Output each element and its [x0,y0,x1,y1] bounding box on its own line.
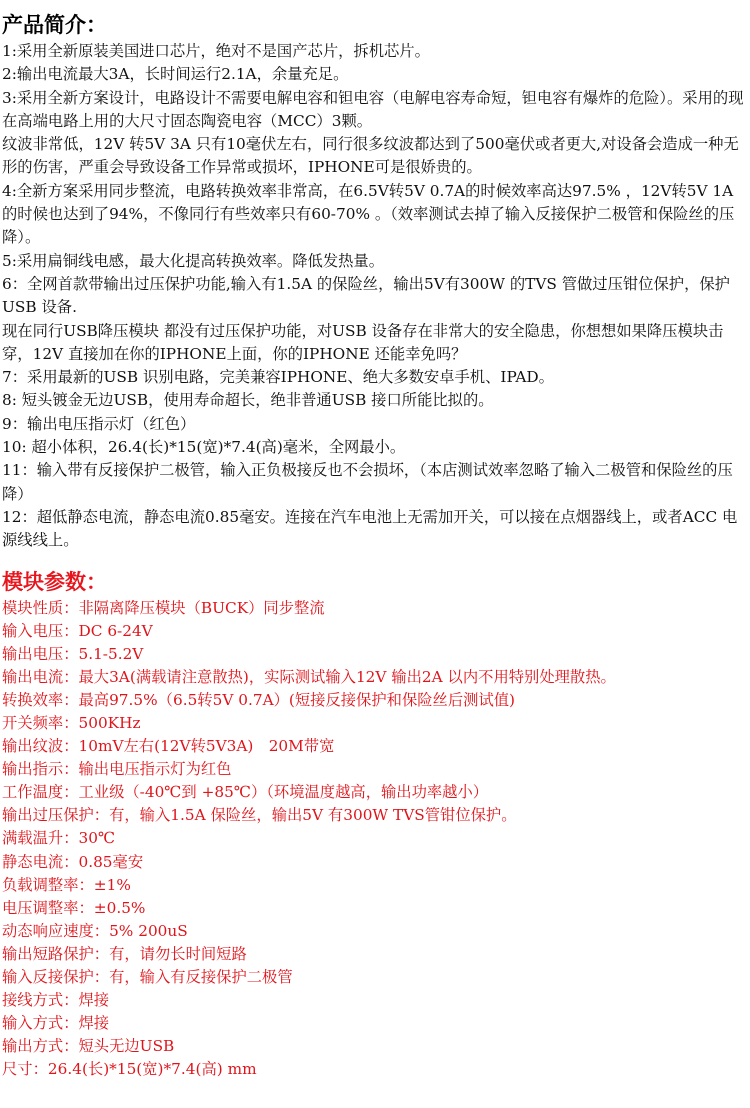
param-row: 输出电压：5.1-5.2V [2,644,144,663]
param-row: 模块性质：非隔离降压模块（BUCK）同步整流 [2,598,325,617]
param-row: 工作温度：工业级（-40℃到 +85℃）（环境温度越高，输出功率越小） [2,783,489,802]
intro-item: 12：超低静态电流，静态电流0.85毫安。连接在汽车电池上无需加开关，可以接在点烟器线上，或者ACC 电源线线上。 [2,507,738,550]
param-row: 输出过压保护：有，输入1.5A 保险丝，输出5V 有300W TVS管钳位保护。 [2,806,517,825]
param-row: 输入反接保护：有，输入有反接保护二极管 [2,968,293,987]
param-row: 输入方式：焊接 [2,1014,110,1033]
intro-item: 现在同行USB降压模块 都没有过压保护功能，对USB 设备存在非常大的安全隐患，你想想如果降压模块击穿，12V 直接加在你的IPHONE上面，你的IPHONE 还能幸免吗？ [2,321,724,363]
intro-item: 纹波非常低，12V 转5V 3A 只有10毫伏左右，同行很多纹波都达到了500毫伏或者更大,对设备会造成一种无形的伤害，严重会导致设备工作异常或损坏，IPHONE可是很娇贵的。 [2,135,739,177]
intro-item: 5:采用扁铜线电感，最大化提高转换效率。降低发热量。 [2,251,385,270]
intro-item: 8: 短头镀金无边USB，使用寿命超长，绝非普通USB 接口所能比拟的。 [2,391,494,410]
intro-item: 10: 超小体积，26.4(长)*15(宽)*7.4(高)毫米，全网最小。 [2,438,406,457]
intro-item: 4:全新方案采用同步整流，电路转换效率非常高，在6.5V转5V 0.7A的时候效率高达97.5% ，12V转5V 1A 的时候也达到了94%，不像同行有些效率只有60-70% 。（效率测试去掉了输入反接保护二极管和保险丝的压降）。 [2,181,735,247]
param-row: 负载调整率：±1% [2,875,131,894]
param-row: 输出指示：输出电压指示灯为红色 [2,760,232,779]
param-row: 输出短路保护：有，请勿长时间短路 [2,944,247,963]
params-list [2,597,750,1082]
params-section-title: 模块参数： [2,569,107,594]
intro-item: 6：全网首款带输出过压保护功能,输入有1.5A 的保险丝，输出5V有300W 的TVS 管做过压钳位保护，保护USB 设备. [2,274,730,317]
intro-item: 2:输出电流最大3A，长时间运行2.1A，余量充足。 [2,65,349,84]
param-row: 转换效率：最高97.5%（6.5转5V 0.7A）(短接反接保护和保险丝后测试值) [2,690,515,709]
intro-section-body [2,40,746,553]
param-row: 满载温升：30℃ [2,829,116,848]
param-row: 开关频率：500KHz [2,714,141,732]
param-row: 尺寸：26.4(长)*15(宽)*7.4(高) mm [2,1060,257,1079]
intro-item: 7：采用最新的USB 识别电路，完美兼容IPHONE、绝大多数安卓手机、IPAD。 [2,368,554,387]
intro-item: 1:采用全新原装美国进口芯片，绝对不是国产芯片，拆机芯片。 [2,42,430,60]
intro-item: 11：输入带有反接保护二极管，输入正负极接反也不会损坏，（本店测试效率忽略了输入二极管和保险丝的压降） [2,461,733,503]
param-row: 电压调整率：±0.5% [2,898,146,917]
param-row: 接线方式：焊接 [2,991,110,1010]
param-row: 动态响应速度：5% 200uS [2,921,188,940]
param-row: 输出方式：短头无边USB [2,1037,175,1056]
param-row: 输出电流：最大3A(满载请注意散热)，实际测试输入12V 输出2A 以内不用特别处理散热。 [2,667,616,686]
param-row: 输出纹波：10mV左右(12V转5V3A) 20M带宽 [2,737,335,756]
intro-item: 3:采用全新方案设计，电路设计不需要电解电容和钽电容（电解电容寿命短，钽电容有爆炸的危险）。采用的现在高端电路上用的大尺寸固态陶瓷电容（MCC）3颗。 [2,88,744,130]
param-row: 输入电压：DC 6-24V [2,621,153,640]
param-row: 静态电流：0.85毫安 [2,852,144,871]
intro-section-title: 产品简介： [2,13,107,37]
intro-item: 9：输出电压指示灯（红色） [2,414,196,433]
